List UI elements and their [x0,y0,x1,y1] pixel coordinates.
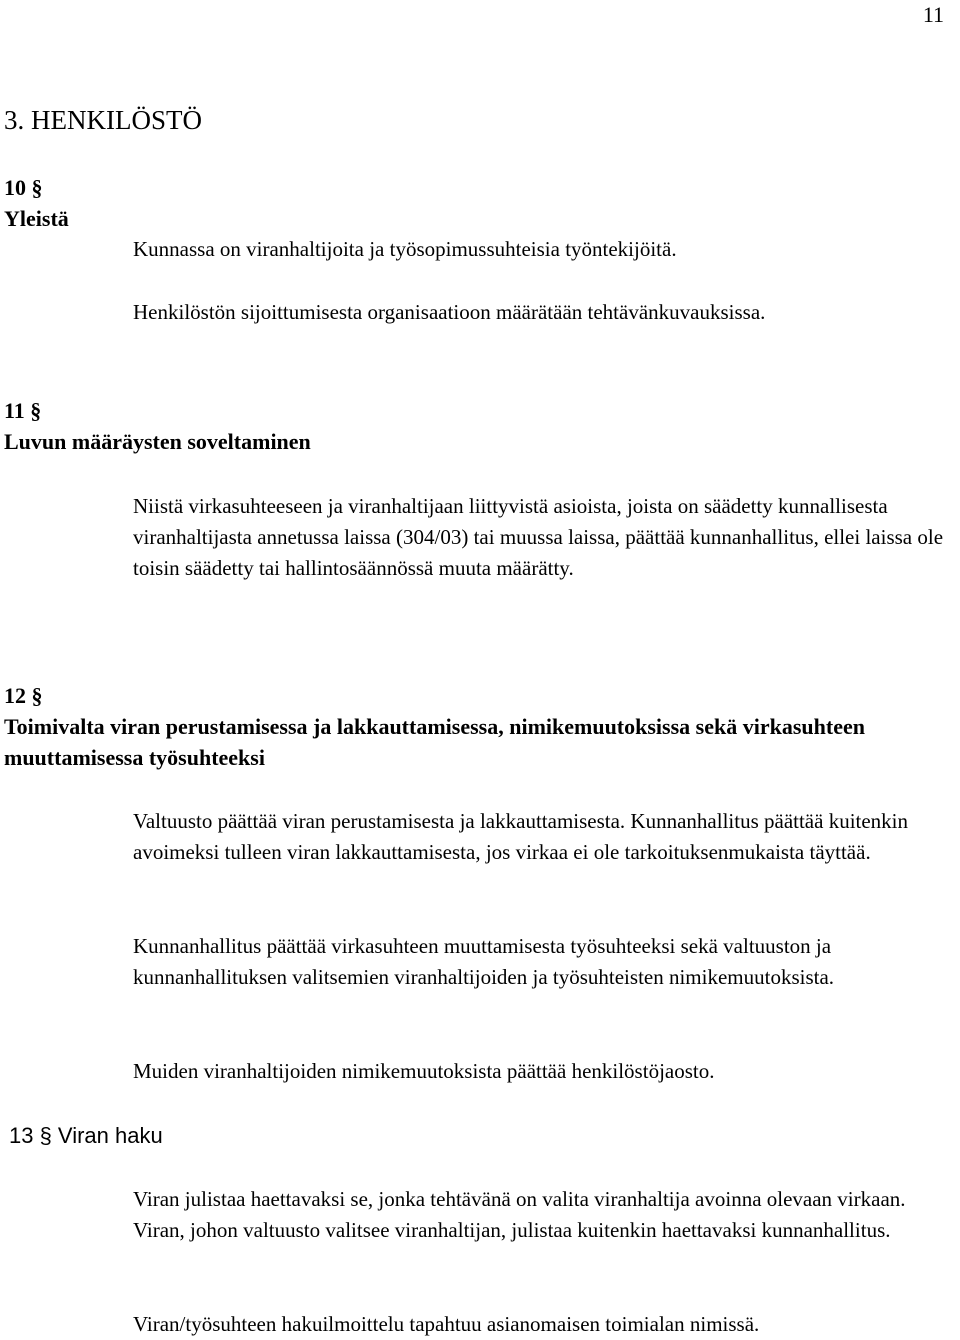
section-10-paragraph-2: Henkilöstön sijoittumisesta organisaatioon määrätään tehtävänkuvauksissa. [133,300,766,324]
section-10-paragraph-1: Kunnassa on viranhaltijoita ja työsopimussuhteisia työntekijöitä. [133,237,677,261]
section-11-heading [4,395,311,457]
section-12-paragraph-3: Muiden viranhaltijoiden nimikemuutoksista päättää henkilöstöjaosto. [133,1059,715,1083]
section-title: Yleistä [4,206,69,231]
section-title: Toimivalta viran perustamisessa ja lakkauttamisessa, nimikemuutoksissa sekä virkasuhteen muuttamisessa työsuhteeksi [4,714,865,770]
section-12-paragraph-1: Valtuusto päättää viran perustamisesta ja lakkauttamisesta. Kunnanhallitus päättää kuitenkin avoimeksi tulleen viran lakkauttamisesta, jos virkaa ei ole tarkoituksenmukaista täyttää. [133,809,909,864]
section-13-paragraph-1: Viran julistaa haettavaksi se, jonka tehtävänä on valita viranhaltija avoinna olevaan virkaan. Viran, johon valtuusto valitsee viranhaltijan, julistaa kuitenkin haettavaksi kunnanhallitus. [133,1187,906,1242]
section-13-paragraph-2: Viran/työsuhteen hakuilmoittelu tapahtuu asianomaisen toimialan nimissä. [133,1312,760,1336]
section-10-heading [4,172,69,234]
section-number: 11 § [4,398,42,423]
chapter-title: 3. HENKILÖSTÖ [4,105,202,135]
page-number: 11 [922,2,944,27]
section-number: 10 § [4,175,43,200]
section-12-heading [4,680,904,773]
section-number: 12 § [4,683,43,708]
section-11-paragraph-1: Niistä virkasuhteeseen ja viranhaltijaan liittyvistä asioista, joista on säädetty kunnallisesta viranhaltijasta annetussa laissa (304/03) tai muussa laissa, päättää kunnanhallitus, ellei laissa ole toisin säädetty tai hallintosäännössä muuta määrätty. [133,494,944,580]
section-12-paragraph-2: Kunnanhallitus päättää virkasuhteen muuttamisesta työsuhteeksi sekä valtuuston ja kunnanhallituksen valitsemien viranhaltijoiden ja työsuhteisten nimikemuutoksista. [133,934,835,989]
section-title: Luvun määräysten soveltaminen [4,429,311,454]
section-13-heading: 13 § Viran haku [9,1123,163,1148]
